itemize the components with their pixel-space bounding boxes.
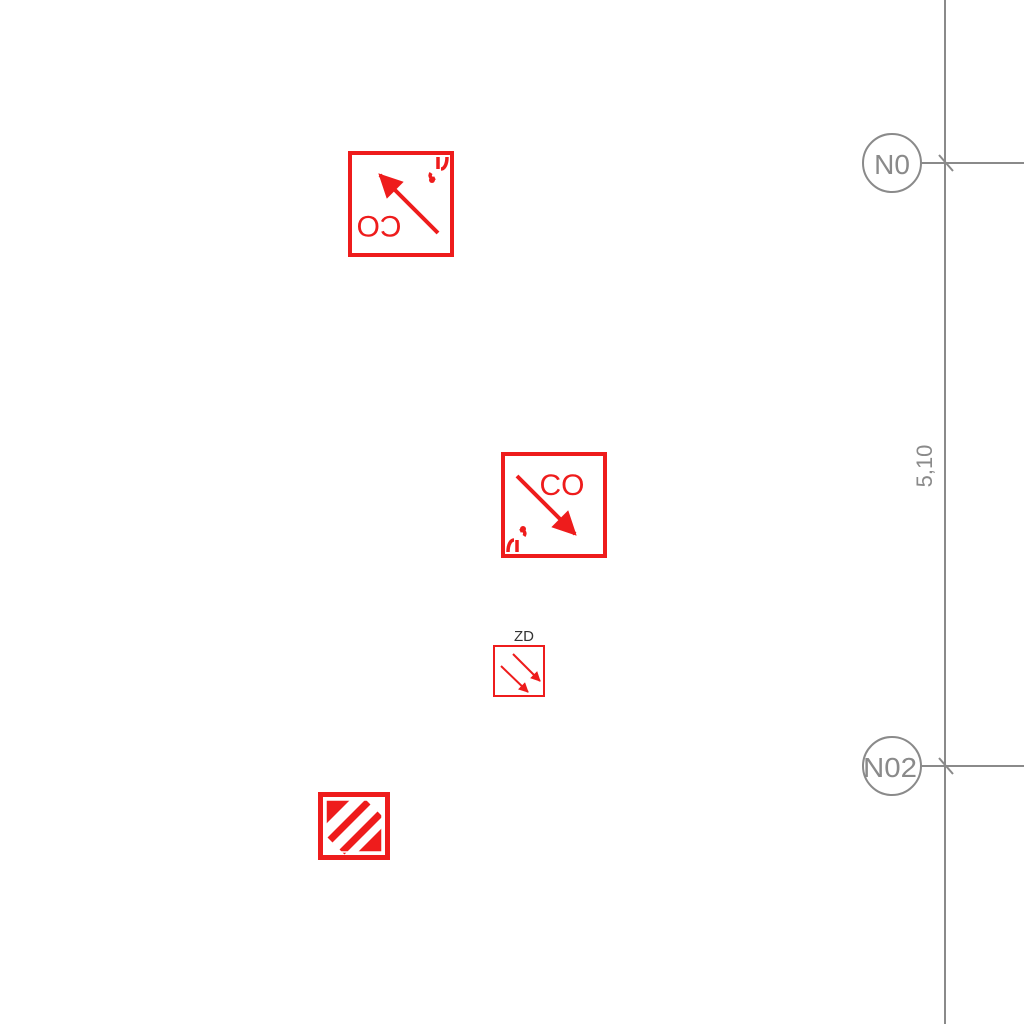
- co-detector-icon[interactable]: [350, 153, 452, 255]
- co-detector-label: CO: [356, 209, 402, 242]
- zone-damper-arrow-1: [501, 666, 528, 692]
- co-detector-label: CO: [539, 469, 585, 502]
- grid-axis-bottom: [863, 737, 1024, 795]
- zone-damper-icon[interactable]: [494, 628, 544, 696]
- co-detector-dot: [520, 526, 526, 532]
- grid-label-bottom: N02: [863, 752, 917, 783]
- zone-damper-frame: [494, 646, 544, 696]
- dimension-label: 5,10: [912, 444, 937, 488]
- grid-label-top: N0: [874, 149, 910, 180]
- co-detector-hook: [508, 530, 525, 552]
- co-detector-dot: [429, 177, 435, 183]
- zone-damper-tag: ZD: [514, 628, 534, 645]
- grid-axis-top: [863, 134, 1024, 192]
- filled-damper-icon[interactable]: [318, 792, 390, 860]
- co-detector-hook: [430, 157, 447, 179]
- zone-damper-arrow-2: [513, 654, 540, 681]
- co-detector-icon[interactable]: [503, 454, 605, 556]
